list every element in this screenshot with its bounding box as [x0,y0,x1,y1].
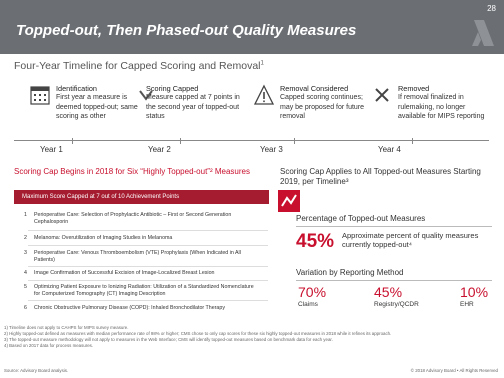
variation-label-ehr: EHR [460,301,474,308]
footnote: 3) The topped-out measure methodology will not apply to measures in the Web Interface; CMS will identify topped-out measures based on benchmark data for each year. [4,337,333,342]
row-number: 1 [24,212,27,218]
row-number: 5 [24,284,27,290]
source-note: Source: Advisory Board analysis. [4,368,69,373]
row-divider [28,245,268,246]
table-header: Maximum Score Capped at 7 out of 10 Achievement Points [14,190,269,204]
variation-value-ehr: 10% [460,284,489,300]
variation-value-registry: 45% [374,284,403,300]
timeline-tick [412,138,413,144]
timeline-subtitle: Four-Year Timeline for Capped Scoring and Removal$^1$ [14,60,264,72]
timeline-step-head: Scoring Capped [146,84,199,93]
divider [296,226,492,227]
timeline-step-body: First year a measure is deemed topped-out; same scoring as other [56,94,138,120]
row-text: Melanoma: Overutilization of Imaging Studies in Melanoma [34,235,173,241]
alert-flag-icon [278,190,300,212]
footnote: 1) Timeline does not apply to CAHPS for MIPS survey measure. [4,325,129,330]
timeline-axis [14,140,489,151]
row-number: 2 [24,235,27,241]
timeline-step-head: Removed [398,84,430,93]
row-number: 3 [24,250,27,256]
percentage-value: 45% [296,231,335,252]
row-text: Optimizing Patient Exposure to Ionizing Radiation: Utilization of a Standardized Nomenclature for Computerized Tomography (CT) Imaging Description [34,284,254,297]
timeline-step-head: Removal Considered [280,84,349,93]
timeline-tick [294,138,295,144]
year-label: Year 2 [148,145,171,154]
year-label: Year 4 [378,145,401,154]
row-text: Image Confirmation of Successful Excision of Image-Localized Breast Lesion [34,270,215,276]
row-divider [28,266,268,267]
row-text: Perioperative Care: Venous Thromboembolism (VTE) Prophylaxis (When Indicated in All Patients) [34,250,241,263]
variation-label-claims: Claims [298,301,318,308]
page-title: Topped-out, Then Phased-out Quality Measures [16,22,357,39]
footnote: 2) Highly topped-out defined as measures with median performance rate of 98% or higher; CMS chose to only cap scores for these six highly topped-out measures in 2018 while it refines its approach. [4,331,392,336]
row-number: 6 [24,305,27,311]
footnote: 4) Based on 2017 data for process measures. [4,343,94,348]
variation-title: Variation by Reporting Method [296,268,404,277]
topped-out-measures-table [14,190,269,315]
footnotes [4,325,500,349]
row-divider [28,280,268,281]
header-bar [0,0,504,54]
scoring-cap-2019-heading: Scoring Cap Applies to All Topped-out Measures Starting 2019, per Timeline³ [280,167,481,186]
row-text: Chronic Obstructive Pulmonary Disease (COPD): Inhaled Bronchodilator Therapy [34,305,225,311]
timeline-step-head: Identification [56,84,97,93]
row-text: Perioperative Care: Selection of Prophylactic Antibiotic – First or Second Generation Cephalosporin [34,212,232,225]
brand-logo [470,18,496,48]
percentage-title: Percentage of Topped-out Measures [296,214,426,223]
timeline-step-body: Measure capped at 7 points in the second year of topped-out status [146,94,240,120]
warning-icon [254,84,274,106]
variation-label-registry: Registry/QCDR [374,301,419,308]
timeline-tick [180,138,181,144]
year-label: Year 3 [260,145,283,154]
percentage-description: Approximate percent of quality measures currently topped-out⁴ [342,231,479,249]
copyright: © 2018 Advisory Board • All Rights Reserved [410,368,498,373]
timeline-step-body: Capped scoring continues; may be proposed for future removal [280,94,365,120]
scoring-cap-2018-heading: Scoring Cap Begins in 2018 for Six “Highly Topped-out”² Measures [14,167,250,176]
variation-value-claims: 70% [298,284,327,300]
row-number: 4 [24,270,27,276]
page-number: 28 [487,4,496,13]
timeline-step-body: If removal finalized in rulemaking, no longer available for MIPS reporting [398,94,485,120]
year-label: Year 1 [40,145,63,154]
calendar-icon [30,84,50,106]
row-divider [28,300,268,301]
divider [296,280,492,281]
row-divider [28,230,268,231]
close-icon [372,84,392,106]
timeline-tick [72,138,73,144]
